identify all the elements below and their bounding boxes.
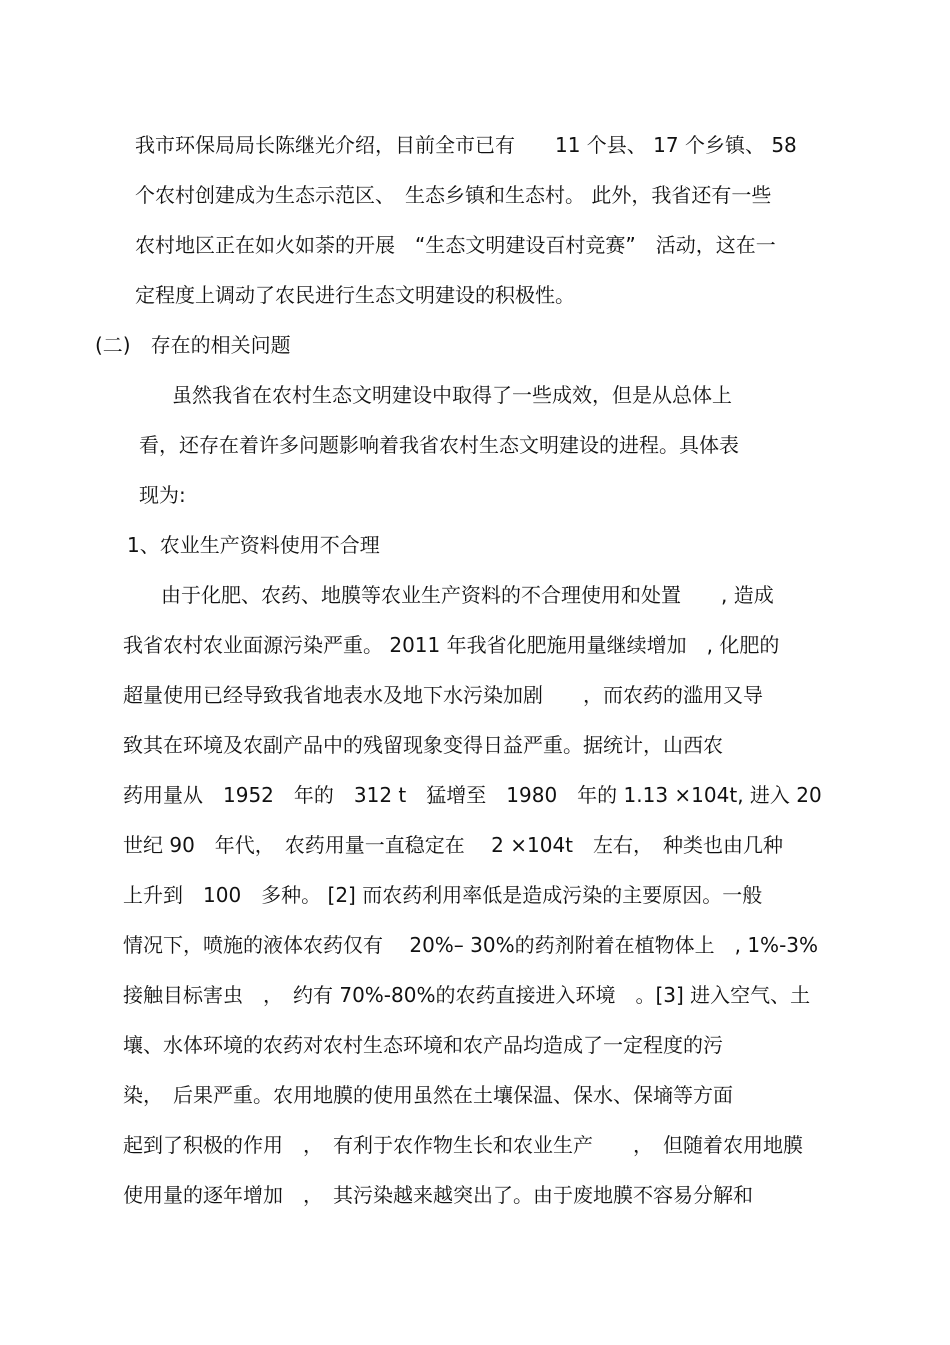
text-line: 虽然我省在农村生态文明建设中取得了一些成效，但是从总体上 — [172, 383, 732, 407]
text-line: 我省农村农业面源污染严重。 2011 年我省化肥施用量继续增加 , 化肥的 — [123, 633, 780, 657]
text-line: 看，还存在着许多问题影响着我省农村生态文明建设的进程。具体表 — [139, 433, 739, 457]
text-line: 由于化肥、农药、地膜等农业生产资料的不合理使用和处置 , 造成 — [161, 583, 774, 607]
text-line: 超量使用已经导致我省地表水及地下水污染加剧 ，而农药的滥用又导 — [123, 683, 763, 707]
text-line: 我市环保局局长陈继光介绍，目前全市已有 11 个县、 17 个乡镇、 58 — [135, 133, 797, 157]
text-line: 农村地区正在如火如荼的开展 “生态文明建设百村竞赛” 活动，这在一 — [135, 233, 776, 257]
text-line: 药用量从 1952 年的 312 t 猛增至 1980 年的 1.13 ×104t, 进入 20 — [123, 783, 822, 807]
section-heading: (二) 存在的相关问题 — [95, 333, 291, 357]
text-line: 世纪 90 年代， 农药用量一直稳定在 2 ×104t 左右， 种类也由几种 — [123, 833, 784, 857]
text-line: 致其在环境及农副产品中的残留现象变得日益严重。据统计，山西农 — [123, 733, 723, 757]
text-line: 接触目标害虫 ， 约有 70%-80%的农药直接进入环境 。[3] 进入空气、土 — [123, 983, 811, 1007]
subsection-heading: 1、农业生产资料使用不合理 — [127, 533, 380, 557]
text-line: 定程度上调动了农民进行生态文明建设的积极性。 — [135, 283, 575, 307]
text-line: 上升到 100 多种。 [2] 而农药利用率低是造成污染的主要原因。一般 — [123, 883, 763, 907]
text-line: 使用量的逐年增加 ， 其污染越来越突出了。由于废地膜不容易分解和 — [123, 1183, 753, 1207]
text-line: 起到了积极的作用 ， 有利于农作物生长和农业生产 ， 但随着农用地膜 — [123, 1133, 803, 1157]
text-line: 现为: — [139, 483, 186, 507]
text-line: 情况下，喷施的液体农药仅有 20%– 30%的药剂附着在植物体上 , 1%-3% — [123, 933, 819, 957]
text-line: 壤、水体环境的农药对农村生态环境和农产品均造成了一定程度的污 — [123, 1033, 723, 1057]
text-line: 个农村创建成为生态示范区、 生态乡镇和生态村。 此外，我省还有一些 — [135, 183, 772, 207]
text-line: 染， 后果严重。农用地膜的使用虽然在土壤保温、保水、保墒等方面 — [123, 1083, 733, 1107]
